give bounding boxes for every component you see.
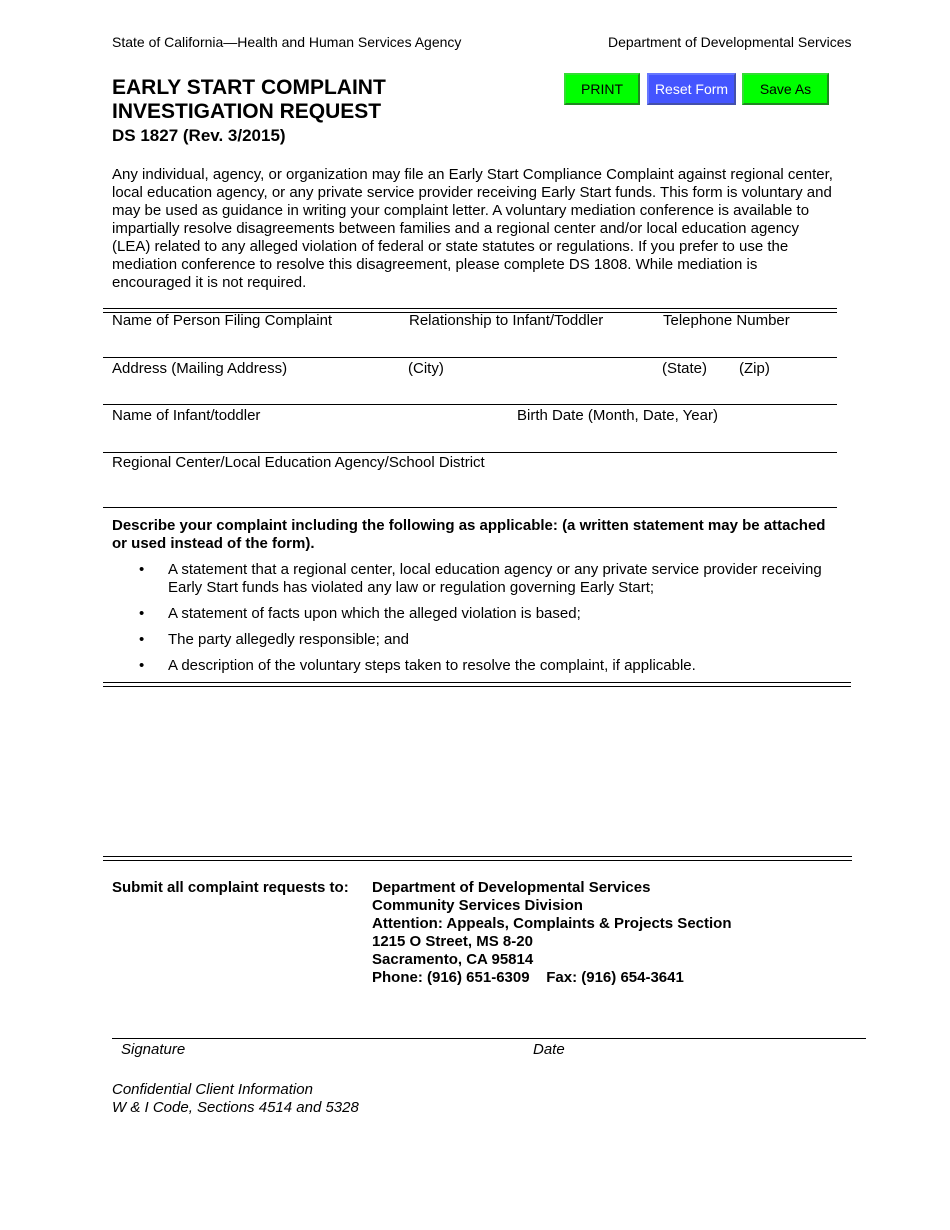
- city-field[interactable]: [408, 360, 653, 400]
- address-line: Community Services Division: [372, 897, 583, 914]
- title-line-2: INVESTIGATION REQUEST: [112, 100, 382, 123]
- reset-form-button[interactable]: Reset Form: [647, 73, 736, 105]
- agency-district-field[interactable]: [112, 454, 832, 502]
- agency-district-label: Regional Center/Local Education Agency/School District: [112, 454, 485, 471]
- address-line: 1215 O Street, MS 8-20: [372, 933, 533, 950]
- infant-name-label: Name of Infant/toddler: [112, 407, 261, 424]
- list-item: [112, 631, 872, 649]
- title-line-1: EARLY START COMPLAINT: [112, 76, 386, 99]
- list-item: [112, 561, 872, 597]
- department-name: Department of Developmental Services: [608, 34, 852, 50]
- page-title: [112, 76, 386, 124]
- bullet-text: A statement that a regional center, local education agency or any private service provider receiving: [168, 561, 822, 578]
- telephone-field[interactable]: [663, 312, 838, 352]
- bullet-icon: •: [139, 605, 145, 622]
- form-number: DS 1827 (Rev. 3/2015): [112, 126, 286, 145]
- list-item: [112, 605, 872, 623]
- footer-line: W & I Code, Sections 4514 and 5328: [112, 1099, 359, 1116]
- state-field[interactable]: [662, 360, 732, 400]
- infant-name-field[interactable]: [112, 407, 507, 447]
- state-label: (State): [662, 360, 708, 377]
- list-item: [112, 657, 872, 675]
- signature-line: [112, 1038, 866, 1039]
- bullet-text: Early Start funds has violated any law or regulation governing Early Start;: [168, 579, 655, 596]
- submit-label: Submit all complaint requests to:: [112, 879, 349, 896]
- relationship-label: Relationship to Infant/Toddler: [409, 312, 604, 329]
- address-label: Address (Mailing Address): [112, 360, 288, 377]
- section-divider: [103, 856, 852, 861]
- complaint-bullet-list: [112, 561, 872, 683]
- zip-label: (Zip): [739, 360, 770, 377]
- intro-line: Any individual, agency, or organization may file an Early Start Compliance Complaint against regional center,: [112, 166, 833, 183]
- intro-line: impartially resolve disagreements between families and a regional center and/or local education agency: [112, 220, 800, 237]
- submit-address: [372, 879, 732, 987]
- complaint-heading-line: Describe your complaint including the following as applicable: (a written statement may be attached: [112, 517, 826, 534]
- field-row-divider: [103, 357, 837, 358]
- address-field[interactable]: [112, 360, 397, 400]
- complaint-heading-line: or used instead of the form).: [112, 535, 315, 552]
- bullet-icon: •: [139, 657, 145, 674]
- bullet-icon: •: [139, 631, 145, 648]
- date-label: Date: [533, 1041, 565, 1058]
- date-field[interactable]: [522, 1000, 862, 1037]
- intro-line: local education agency, or any private service provider receiving Early Start funds. This form is voluntary and: [112, 184, 832, 201]
- filer-name-field[interactable]: [112, 312, 397, 352]
- field-row-divider: [103, 452, 837, 453]
- city-label: (City): [408, 360, 444, 377]
- bullet-text: A statement of facts upon which the alleged violation is based;: [168, 605, 581, 622]
- agency-name: State of California—Health and Human Services Agency: [112, 34, 462, 50]
- intro-line: (LEA) related to any alleged violation of federal or state statutes or regulations. If you prefer to use the: [112, 238, 789, 255]
- bullet-text: A description of the voluntary steps taken to resolve the complaint, if applicable.: [168, 657, 696, 674]
- telephone-label: Telephone Number: [663, 312, 790, 329]
- print-button[interactable]: PRINT: [564, 73, 640, 105]
- address-line: Sacramento, CA 95814: [372, 951, 534, 968]
- relationship-field[interactable]: [409, 312, 654, 352]
- address-line: Attention: Appeals, Complaints & Projects Section: [372, 915, 732, 932]
- complaint-description-textarea[interactable]: [104, 690, 850, 852]
- filer-name-label: Name of Person Filing Complaint: [112, 312, 333, 329]
- zip-field[interactable]: [739, 360, 834, 400]
- intro-line: may be used as guidance in writing your complaint letter. A voluntary mediation conference is available to: [112, 202, 810, 219]
- field-row-divider: [103, 404, 837, 405]
- section-divider: [103, 682, 851, 687]
- signature-label: Signature: [121, 1041, 186, 1058]
- bullet-text: The party allegedly responsible; and: [168, 631, 409, 648]
- birth-date-field[interactable]: [517, 407, 835, 447]
- signature-field[interactable]: [112, 1000, 522, 1037]
- field-row-divider: [103, 507, 837, 508]
- intro-line: encouraged it is not required.: [112, 274, 307, 291]
- birth-date-label: Birth Date (Month, Date, Year): [517, 407, 718, 424]
- address-line: Department of Developmental Services: [372, 879, 651, 896]
- intro-paragraph: [112, 166, 872, 292]
- intro-line: mediation conference to resolve this disagreement, please complete DS 1808. While mediation is: [112, 256, 758, 273]
- footer-line: Confidential Client Information: [112, 1081, 313, 1098]
- save-as-button[interactable]: Save As: [742, 73, 829, 105]
- confidentiality-notice: [112, 1081, 359, 1117]
- complaint-heading: [112, 517, 872, 553]
- bullet-icon: •: [139, 561, 145, 578]
- address-line: Phone: (916) 651-6309 Fax: (916) 654-3641: [372, 969, 684, 986]
